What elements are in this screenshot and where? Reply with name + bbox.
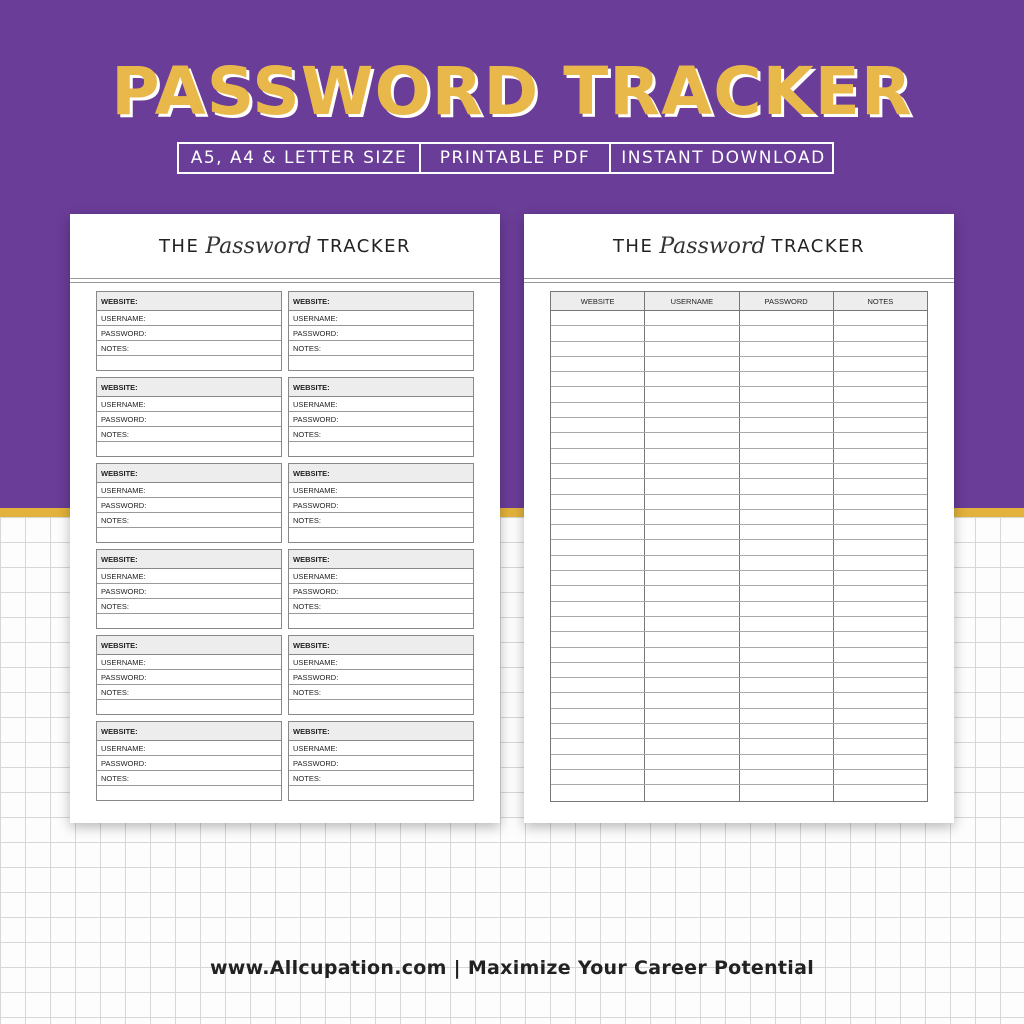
card-notes-label: NOTES: [289, 513, 473, 528]
table-row [551, 571, 927, 586]
card-blank-row [289, 442, 473, 458]
header-tracker: TRACKER [317, 235, 412, 257]
table-cell [740, 770, 834, 784]
card-notes-label: NOTES: [97, 599, 281, 614]
table-cell [645, 693, 739, 707]
table-cell [551, 372, 645, 386]
table-row [551, 770, 927, 785]
card-notes-label: NOTES: [97, 771, 281, 786]
table-cell [834, 709, 927, 723]
table-cell [834, 433, 927, 447]
table-cell [834, 387, 927, 401]
password-table [550, 291, 928, 802]
card-notes-label: NOTES: [97, 685, 281, 700]
table-cell [645, 495, 739, 509]
table-cell [551, 556, 645, 570]
card-blank-row [289, 700, 473, 716]
table-cell [834, 571, 927, 585]
card-website-label: WEBSITE: [97, 378, 281, 397]
table-cell [645, 464, 739, 478]
right-page [524, 214, 954, 823]
header-rule [524, 278, 954, 279]
table-cell [645, 755, 739, 769]
table-cell [645, 403, 739, 417]
table-cell [645, 387, 739, 401]
table-cell [834, 632, 927, 646]
card-blank-row [97, 442, 281, 458]
table-cell [740, 342, 834, 356]
table-cell [740, 724, 834, 738]
table-cell [834, 693, 927, 707]
table-row [551, 632, 927, 647]
table-cell [551, 770, 645, 784]
card-password-label: PASSWORD: [289, 498, 473, 513]
table-cell [740, 709, 834, 723]
main-title: PASSWORD TRACKER [111, 53, 913, 130]
col-notes: NOTES [867, 296, 894, 306]
table-cell [740, 571, 834, 585]
table-row [551, 540, 927, 555]
header-script: Password [659, 233, 766, 259]
table-cell [740, 387, 834, 401]
card-blank-row [289, 356, 473, 372]
table-row [551, 510, 927, 525]
card-password-label: PASSWORD: [289, 670, 473, 685]
table-row [551, 602, 927, 617]
entry-card [96, 377, 282, 457]
card-password-label: PASSWORD: [289, 326, 473, 341]
table-cell [740, 678, 834, 692]
footer-text: www.Allcupation.com | Maximize Your Career Potential [209, 957, 815, 979]
card-username-label: USERNAME: [289, 311, 473, 326]
card-password-label: PASSWORD: [97, 498, 281, 513]
card-blank-row [97, 356, 281, 372]
table-cell [645, 510, 739, 524]
table-cell [740, 586, 834, 600]
table-cell [551, 571, 645, 585]
table-row [551, 311, 927, 326]
table-body [551, 311, 927, 801]
table-cell [551, 403, 645, 417]
table-cell [834, 403, 927, 417]
table-cell [551, 510, 645, 524]
table-row [551, 556, 927, 571]
header-tracker: TRACKER [771, 235, 866, 257]
card-website-label: WEBSITE: [289, 550, 473, 569]
card-blank-row [289, 528, 473, 544]
header-rule [524, 282, 954, 283]
table-cell [645, 678, 739, 692]
card-notes-label: NOTES: [289, 341, 473, 356]
table-cell [740, 418, 834, 432]
table-row [551, 739, 927, 754]
table-cell [645, 326, 739, 340]
table-cell [834, 479, 927, 493]
table-cell [740, 433, 834, 447]
left-page [70, 214, 500, 823]
table-cell [645, 770, 739, 784]
card-username-label: USERNAME: [97, 741, 281, 756]
table-cell [740, 663, 834, 677]
table-row [551, 418, 927, 433]
table-cell [740, 648, 834, 662]
table-cell [834, 586, 927, 600]
table-cell [740, 510, 834, 524]
table-cell [740, 693, 834, 707]
card-website-label: WEBSITE: [97, 464, 281, 483]
table-cell [551, 464, 645, 478]
card-notes-label: NOTES: [97, 513, 281, 528]
table-cell [834, 418, 927, 432]
table-cell [645, 311, 739, 325]
table-row [551, 403, 927, 418]
table-cell [834, 342, 927, 356]
card-notes-label: NOTES: [289, 685, 473, 700]
table-cell [834, 617, 927, 631]
table-cell [551, 586, 645, 600]
table-cell [740, 479, 834, 493]
card-password-label: PASSWORD: [289, 756, 473, 771]
table-cell [834, 495, 927, 509]
table-cell [551, 755, 645, 769]
table-cell [551, 693, 645, 707]
table-cell [740, 755, 834, 769]
table-cell [645, 785, 739, 800]
card-website-label: WEBSITE: [289, 722, 473, 741]
table-cell [551, 709, 645, 723]
table-row [551, 693, 927, 708]
card-password-label: PASSWORD: [97, 412, 281, 427]
card-website-label: WEBSITE: [289, 378, 473, 397]
table-row [551, 709, 927, 724]
entry-card [288, 549, 474, 629]
card-website-label: WEBSITE: [97, 722, 281, 741]
table-cell [834, 739, 927, 753]
card-password-label: PASSWORD: [97, 756, 281, 771]
table-cell [645, 586, 739, 600]
table-cell [834, 372, 927, 386]
card-website-label: WEBSITE: [289, 464, 473, 483]
card-username-label: USERNAME: [97, 655, 281, 670]
table-row [551, 464, 927, 479]
table-cell [740, 525, 834, 539]
table-cell [551, 602, 645, 616]
header-rule [70, 278, 500, 279]
card-website-label: WEBSITE: [289, 636, 473, 655]
table-cell [834, 525, 927, 539]
card-notes-label: NOTES: [289, 427, 473, 442]
entry-card [96, 291, 282, 371]
table-cell [740, 326, 834, 340]
header-the: THE [158, 235, 200, 257]
table-cell [740, 311, 834, 325]
table-cell [551, 632, 645, 646]
table-header [551, 292, 927, 311]
table-cell [834, 464, 927, 478]
table-row [551, 755, 927, 770]
table-row [551, 342, 927, 357]
table-cell [551, 387, 645, 401]
table-row [551, 617, 927, 632]
card-blank-row [97, 528, 281, 544]
table-cell [551, 311, 645, 325]
header-script: Password [205, 233, 312, 259]
table-cell [551, 525, 645, 539]
table-cell [834, 755, 927, 769]
table-cell [551, 479, 645, 493]
card-password-label: PASSWORD: [97, 326, 281, 341]
table-cell [551, 433, 645, 447]
entry-card [288, 721, 474, 801]
table-cell [645, 372, 739, 386]
entry-card [96, 635, 282, 715]
table-cell [551, 342, 645, 356]
table-cell [834, 663, 927, 677]
col-username: USERNAME [645, 292, 739, 310]
table-cell [834, 510, 927, 524]
table-cell [551, 540, 645, 554]
card-notes-label: NOTES: [289, 599, 473, 614]
table-row [551, 449, 927, 464]
card-username-label: USERNAME: [289, 741, 473, 756]
table-cell [645, 525, 739, 539]
table-cell [740, 739, 834, 753]
table-cell [834, 540, 927, 554]
header-rule [70, 282, 500, 283]
card-notes-label: NOTES: [97, 341, 281, 356]
card-username-label: USERNAME: [97, 397, 281, 412]
table-cell [551, 739, 645, 753]
table-cell [551, 495, 645, 509]
table-cell [834, 311, 927, 325]
table-row [551, 724, 927, 739]
table-cell [740, 449, 834, 463]
table-cell [740, 617, 834, 631]
entry-card [288, 635, 474, 715]
entry-card [96, 549, 282, 629]
table-cell [645, 418, 739, 432]
table-cell [645, 433, 739, 447]
table-cell [740, 632, 834, 646]
table-cell [551, 357, 645, 371]
table-cell [834, 678, 927, 692]
table-cell [740, 464, 834, 478]
card-blank-row [289, 614, 473, 630]
table-cell [740, 602, 834, 616]
card-notes-label: NOTES: [289, 771, 473, 786]
table-row [551, 586, 927, 601]
table-cell [551, 663, 645, 677]
table-cell [740, 357, 834, 371]
table-cell [834, 648, 927, 662]
table-row [551, 372, 927, 387]
table-cell [551, 449, 645, 463]
card-blank-row [289, 786, 473, 802]
table-row [551, 678, 927, 693]
table-cell [645, 342, 739, 356]
table-cell [645, 617, 739, 631]
table-row [551, 479, 927, 494]
card-blank-row [97, 614, 281, 630]
entry-card [288, 377, 474, 457]
badge-size: A5, A4 & LETTER SIZE [190, 148, 408, 168]
card-website-label: WEBSITE: [97, 292, 281, 311]
table-row [551, 433, 927, 448]
table-cell [551, 418, 645, 432]
badge-printable: PRINTABLE PDF [419, 144, 609, 172]
table-cell [645, 602, 739, 616]
table-cell [645, 648, 739, 662]
table-cell [834, 770, 927, 784]
table-row [551, 648, 927, 663]
card-username-label: USERNAME: [289, 569, 473, 584]
card-blank-row [97, 786, 281, 802]
table-cell [551, 617, 645, 631]
left-page-header [70, 214, 500, 278]
card-password-label: PASSWORD: [97, 670, 281, 685]
table-cell [645, 663, 739, 677]
card-website-label: WEBSITE: [97, 550, 281, 569]
table-row [551, 785, 927, 800]
table-cell [740, 540, 834, 554]
table-cell [740, 372, 834, 386]
entry-card [288, 463, 474, 543]
table-row [551, 326, 927, 341]
card-username-label: USERNAME: [97, 483, 281, 498]
card-notes-label: NOTES: [97, 427, 281, 442]
table-cell [645, 632, 739, 646]
card-website-label: WEBSITE: [289, 292, 473, 311]
table-row [551, 663, 927, 678]
table-cell [740, 403, 834, 417]
table-cell [834, 602, 927, 616]
table-cell [645, 724, 739, 738]
card-password-label: PASSWORD: [97, 584, 281, 599]
card-username-label: USERNAME: [289, 397, 473, 412]
card-username-label: USERNAME: [97, 311, 281, 326]
table-cell [740, 556, 834, 570]
table-cell [645, 709, 739, 723]
card-blank-row [97, 700, 281, 716]
table-cell [834, 724, 927, 738]
table-cell [834, 326, 927, 340]
table-cell [645, 449, 739, 463]
table-cell [645, 540, 739, 554]
table-row [551, 495, 927, 510]
table-cell [645, 357, 739, 371]
table-cell [551, 326, 645, 340]
table-cell [740, 785, 834, 800]
table-cell [645, 479, 739, 493]
badge-download: INSTANT DOWNLOAD [609, 144, 836, 172]
table-row [551, 525, 927, 540]
table-cell [834, 357, 927, 371]
table-cell [551, 678, 645, 692]
entry-card [288, 291, 474, 371]
right-page-header [524, 214, 954, 278]
card-username-label: USERNAME: [289, 483, 473, 498]
col-password: PASSWORD [740, 292, 834, 310]
table-cell [834, 556, 927, 570]
header-the: THE [612, 235, 654, 257]
card-password-label: PASSWORD: [289, 412, 473, 427]
table-cell [551, 785, 645, 800]
card-username-label: USERNAME: [289, 655, 473, 670]
table-cell [645, 556, 739, 570]
table-cell [551, 724, 645, 738]
feature-badges [177, 142, 834, 174]
col-website: WEBSITE [551, 292, 645, 310]
table-cell [834, 449, 927, 463]
table-cell [551, 648, 645, 662]
entry-card [96, 463, 282, 543]
entry-card [96, 721, 282, 801]
table-row [551, 357, 927, 372]
card-password-label: PASSWORD: [289, 584, 473, 599]
card-username-label: USERNAME: [97, 569, 281, 584]
table-cell [740, 495, 834, 509]
card-website-label: WEBSITE: [97, 636, 281, 655]
table-cell [645, 739, 739, 753]
table-cell [834, 785, 927, 800]
table-row [551, 387, 927, 402]
table-cell [645, 571, 739, 585]
